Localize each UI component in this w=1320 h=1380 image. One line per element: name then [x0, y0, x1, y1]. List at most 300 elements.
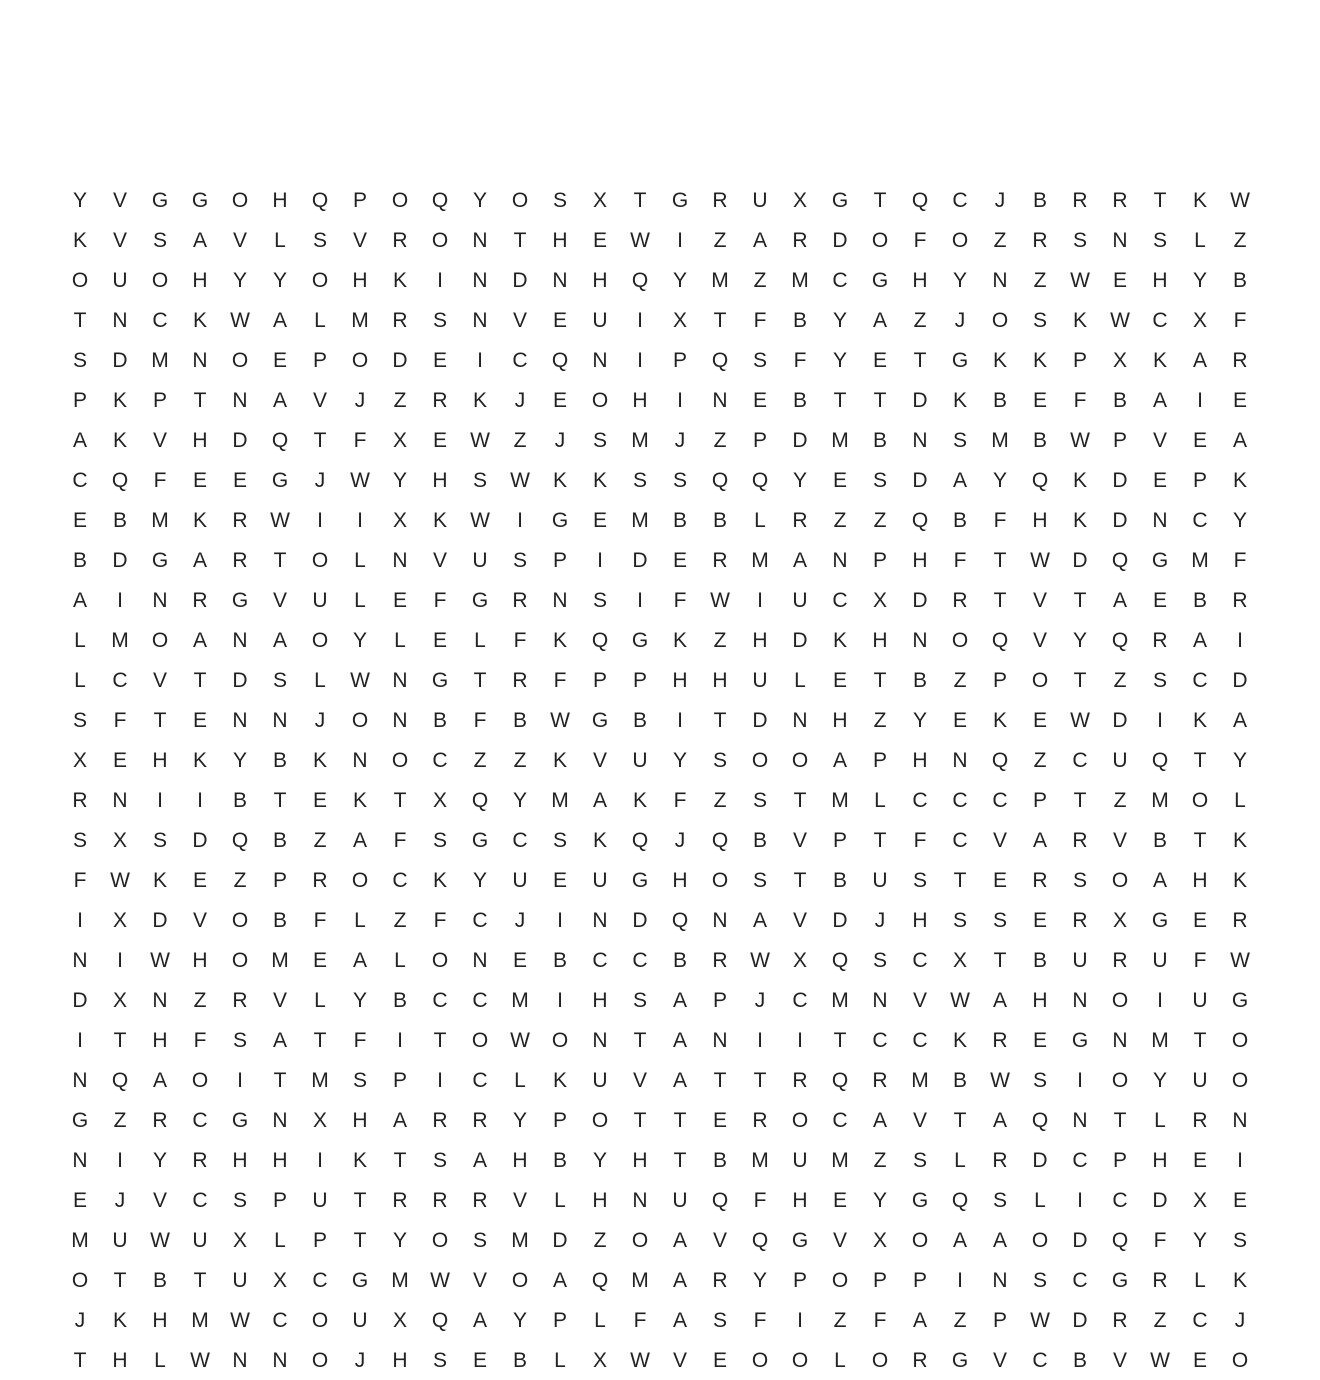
grid-letter[interactable]: P — [1112, 1148, 1127, 1172]
grid-letter[interactable]: O — [311, 628, 329, 652]
grid-letter[interactable]: C — [192, 1108, 208, 1132]
grid-letter[interactable]: L — [354, 588, 366, 612]
grid-letter[interactable]: E — [992, 868, 1007, 892]
grid-letter[interactable]: H — [912, 268, 928, 292]
grid-letter[interactable]: Q — [431, 1308, 449, 1332]
grid-letter[interactable]: Z — [953, 668, 967, 692]
grid-letter[interactable]: R — [792, 508, 808, 532]
grid-letter[interactable]: V — [152, 668, 167, 692]
grid-letter[interactable]: B — [872, 428, 887, 452]
grid-letter[interactable]: N — [232, 1348, 248, 1372]
grid-letter[interactable]: B — [512, 1348, 527, 1372]
grid-letter[interactable]: Q — [1111, 548, 1129, 572]
grid-letter[interactable]: I — [117, 1148, 123, 1172]
grid-letter[interactable]: T — [873, 668, 887, 692]
grid-letter[interactable]: T — [113, 1268, 127, 1292]
grid-letter[interactable]: N — [72, 1068, 88, 1092]
grid-letter[interactable]: U — [1112, 748, 1128, 772]
grid-letter[interactable]: A — [672, 988, 687, 1012]
grid-letter[interactable]: B — [272, 828, 287, 852]
grid-letter[interactable]: Y — [232, 748, 247, 772]
grid-letter[interactable]: M — [71, 1228, 89, 1252]
grid-letter[interactable]: A — [272, 628, 287, 652]
grid-letter[interactable]: R — [1192, 1108, 1208, 1132]
grid-letter[interactable]: C — [1192, 1308, 1208, 1332]
grid-letter[interactable]: T — [1153, 188, 1167, 212]
grid-letter[interactable]: T — [1193, 748, 1207, 772]
grid-letter[interactable]: N — [232, 708, 248, 732]
grid-letter[interactable]: R — [1232, 908, 1248, 932]
grid-letter[interactable]: O — [631, 1228, 649, 1252]
grid-letter[interactable]: C — [1072, 748, 1088, 772]
grid-letter[interactable]: K — [1072, 508, 1087, 532]
grid-letter[interactable]: C — [832, 1108, 848, 1132]
grid-letter[interactable]: C — [1192, 508, 1208, 532]
grid-letter[interactable]: R — [152, 1108, 168, 1132]
grid-letter[interactable]: K — [1232, 828, 1247, 852]
grid-letter[interactable]: L — [394, 628, 406, 652]
grid-letter[interactable]: F — [473, 708, 487, 732]
grid-letter[interactable]: S — [72, 708, 87, 732]
grid-letter[interactable]: E — [832, 668, 847, 692]
grid-letter[interactable]: Q — [111, 468, 129, 492]
grid-letter[interactable]: A — [952, 1228, 967, 1252]
grid-letter[interactable]: S — [1072, 228, 1087, 252]
grid-letter[interactable]: D — [632, 548, 648, 572]
grid-letter[interactable]: A — [392, 1108, 407, 1132]
grid-letter[interactable]: E — [512, 948, 527, 972]
grid-letter[interactable]: B — [112, 508, 127, 532]
grid-letter[interactable]: V — [712, 1228, 727, 1252]
grid-letter[interactable]: N — [912, 428, 928, 452]
grid-letter[interactable]: F — [753, 1308, 767, 1332]
grid-letter[interactable]: W — [550, 708, 570, 732]
grid-letter[interactable]: Z — [713, 428, 727, 452]
grid-letter[interactable]: B — [1152, 828, 1167, 852]
grid-letter[interactable]: B — [1112, 388, 1127, 412]
grid-letter[interactable]: I — [77, 908, 83, 932]
grid-letter[interactable]: O — [311, 548, 329, 572]
grid-letter[interactable]: R — [712, 1268, 728, 1292]
grid-letter[interactable]: X — [952, 948, 967, 972]
grid-letter[interactable]: D — [152, 908, 168, 932]
grid-letter[interactable]: W — [750, 948, 770, 972]
grid-letter[interactable]: E — [752, 388, 767, 412]
grid-letter[interactable]: A — [192, 628, 207, 652]
grid-letter[interactable]: J — [674, 428, 686, 452]
grid-letter[interactable]: V — [592, 748, 607, 772]
grid-letter[interactable]: U — [1192, 1068, 1208, 1092]
grid-letter[interactable]: Z — [393, 908, 407, 932]
grid-letter[interactable]: A — [1192, 628, 1207, 652]
grid-letter[interactable]: S — [1232, 1228, 1247, 1252]
grid-letter[interactable]: F — [73, 868, 87, 892]
grid-letter[interactable]: H — [192, 268, 208, 292]
grid-letter[interactable]: L — [554, 1348, 566, 1372]
grid-letter[interactable]: T — [673, 1108, 687, 1132]
grid-letter[interactable]: A — [832, 748, 847, 772]
grid-letter[interactable]: B — [72, 548, 87, 572]
grid-letter[interactable]: M — [751, 1148, 769, 1172]
grid-letter[interactable]: W — [1230, 188, 1250, 212]
grid-letter[interactable]: W — [470, 428, 490, 452]
grid-letter[interactable]: S — [432, 1148, 447, 1172]
grid-letter[interactable]: Z — [913, 308, 927, 332]
grid-letter[interactable]: E — [1192, 1148, 1207, 1172]
grid-letter[interactable]: E — [1112, 268, 1127, 292]
grid-letter[interactable]: X — [392, 508, 407, 532]
grid-letter[interactable]: D — [792, 428, 808, 452]
grid-letter[interactable]: Q — [751, 1228, 769, 1252]
grid-letter[interactable]: W — [510, 1028, 530, 1052]
grid-letter[interactable]: Y — [512, 1308, 527, 1332]
grid-letter[interactable]: C — [1072, 1148, 1088, 1172]
grid-letter[interactable]: K — [352, 1148, 367, 1172]
grid-letter[interactable]: Z — [593, 1228, 607, 1252]
grid-letter[interactable]: W — [1030, 1308, 1050, 1332]
grid-letter[interactable]: G — [1151, 548, 1169, 572]
grid-letter[interactable]: R — [872, 1068, 888, 1092]
grid-letter[interactable]: D — [632, 908, 648, 932]
grid-letter[interactable]: H — [1152, 1148, 1168, 1172]
grid-letter[interactable]: T — [793, 788, 807, 812]
grid-letter[interactable]: E — [432, 348, 447, 372]
grid-letter[interactable]: F — [553, 668, 567, 692]
grid-letter[interactable]: M — [271, 948, 289, 972]
grid-letter[interactable]: R — [1072, 908, 1088, 932]
grid-letter[interactable]: F — [913, 228, 927, 252]
grid-letter[interactable]: M — [191, 1308, 209, 1332]
grid-letter[interactable]: K — [1072, 308, 1087, 332]
grid-letter[interactable]: G — [231, 588, 249, 612]
grid-letter[interactable]: D — [112, 548, 128, 572]
grid-letter[interactable]: T — [1193, 828, 1207, 852]
grid-letter[interactable]: L — [314, 308, 326, 332]
grid-letter[interactable]: Y — [72, 188, 87, 212]
grid-letter[interactable]: A — [952, 468, 967, 492]
grid-letter[interactable]: F — [1193, 948, 1207, 972]
grid-letter[interactable]: V — [112, 188, 127, 212]
grid-letter[interactable]: C — [912, 948, 928, 972]
grid-letter[interactable]: S — [72, 348, 87, 372]
grid-letter[interactable]: D — [1112, 468, 1128, 492]
grid-letter[interactable]: L — [1034, 1188, 1046, 1212]
grid-letter[interactable]: F — [793, 348, 807, 372]
grid-letter[interactable]: T — [993, 548, 1007, 572]
grid-letter[interactable]: I — [1237, 628, 1243, 652]
grid-letter[interactable]: H — [752, 628, 768, 652]
grid-letter[interactable]: H — [232, 1148, 248, 1172]
grid-letter[interactable]: S — [992, 1188, 1007, 1212]
grid-letter[interactable]: F — [393, 828, 407, 852]
grid-letter[interactable]: H — [352, 1108, 368, 1132]
grid-letter[interactable]: P — [72, 388, 87, 412]
grid-letter[interactable]: Z — [393, 388, 407, 412]
grid-letter[interactable]: E — [1232, 388, 1247, 412]
grid-letter[interactable]: L — [274, 228, 286, 252]
grid-letter[interactable]: B — [512, 708, 527, 732]
grid-letter[interactable]: P — [872, 548, 887, 572]
grid-letter[interactable]: A — [592, 788, 607, 812]
grid-letter[interactable]: Y — [672, 268, 687, 292]
grid-letter[interactable]: Y — [952, 268, 967, 292]
grid-letter[interactable]: U — [232, 1268, 248, 1292]
grid-letter[interactable]: S — [152, 828, 167, 852]
grid-letter[interactable]: H — [592, 268, 608, 292]
grid-letter[interactable]: K — [432, 868, 447, 892]
grid-letter[interactable]: F — [673, 588, 687, 612]
grid-letter[interactable]: P — [312, 1228, 327, 1252]
grid-letter[interactable]: S — [432, 828, 447, 852]
grid-letter[interactable]: N — [232, 388, 248, 412]
grid-letter[interactable]: X — [432, 788, 447, 812]
grid-letter[interactable]: T — [713, 1068, 727, 1092]
grid-letter[interactable]: D — [72, 988, 88, 1012]
grid-letter[interactable]: T — [393, 788, 407, 812]
grid-letter[interactable]: K — [552, 748, 567, 772]
grid-letter[interactable]: B — [1032, 948, 1047, 972]
grid-letter[interactable]: E — [472, 1348, 487, 1372]
grid-letter[interactable]: Y — [592, 1148, 607, 1172]
grid-letter[interactable]: R — [1032, 228, 1048, 252]
grid-letter[interactable]: X — [1112, 908, 1127, 932]
grid-letter[interactable]: I — [677, 708, 683, 732]
grid-letter[interactable]: E — [952, 708, 967, 732]
grid-letter[interactable]: R — [232, 508, 248, 532]
grid-letter[interactable]: M — [911, 1068, 929, 1092]
grid-letter[interactable]: T — [873, 828, 887, 852]
grid-letter[interactable]: T — [993, 588, 1007, 612]
grid-letter[interactable]: O — [431, 1228, 449, 1252]
grid-letter[interactable]: L — [354, 548, 366, 572]
grid-letter[interactable]: O — [231, 188, 249, 212]
grid-letter[interactable]: E — [192, 468, 207, 492]
grid-letter[interactable]: T — [313, 428, 327, 452]
grid-letter[interactable]: S — [712, 748, 727, 772]
grid-letter[interactable]: N — [472, 228, 488, 252]
grid-letter[interactable]: Z — [713, 628, 727, 652]
grid-letter[interactable]: Q — [591, 1268, 609, 1292]
grid-letter[interactable]: V — [112, 228, 127, 252]
grid-letter[interactable]: N — [632, 1188, 648, 1212]
grid-letter[interactable]: O — [1231, 1068, 1249, 1092]
grid-letter[interactable]: V — [832, 1228, 847, 1252]
grid-letter[interactable]: O — [991, 308, 1009, 332]
grid-letter[interactable]: I — [237, 1068, 243, 1092]
grid-letter[interactable]: R — [232, 548, 248, 572]
grid-letter[interactable]: F — [193, 1028, 207, 1052]
grid-letter[interactable]: W — [110, 868, 130, 892]
grid-letter[interactable]: H — [1192, 868, 1208, 892]
grid-letter[interactable]: L — [74, 668, 86, 692]
grid-letter[interactable]: D — [1152, 1188, 1168, 1212]
grid-letter[interactable]: C — [792, 988, 808, 1012]
grid-letter[interactable]: N — [72, 948, 88, 972]
grid-letter[interactable]: A — [152, 1068, 167, 1092]
grid-letter[interactable]: X — [592, 1348, 607, 1372]
grid-letter[interactable]: T — [393, 1148, 407, 1172]
grid-letter[interactable]: I — [757, 1028, 763, 1052]
grid-letter[interactable]: Y — [1192, 1228, 1207, 1252]
grid-letter[interactable]: B — [952, 508, 967, 532]
grid-letter[interactable]: S — [952, 428, 967, 452]
grid-letter[interactable]: O — [511, 1268, 529, 1292]
grid-letter[interactable]: T — [913, 348, 927, 372]
grid-letter[interactable]: I — [437, 268, 443, 292]
grid-letter[interactable]: U — [592, 308, 608, 332]
grid-letter[interactable]: E — [232, 468, 247, 492]
grid-letter[interactable]: H — [592, 1188, 608, 1212]
grid-letter[interactable]: R — [392, 308, 408, 332]
grid-letter[interactable]: N — [272, 1348, 288, 1372]
grid-letter[interactable]: M — [631, 508, 649, 532]
grid-letter[interactable]: I — [557, 988, 563, 1012]
grid-letter[interactable]: Y — [512, 1108, 527, 1132]
grid-letter[interactable]: T — [833, 388, 847, 412]
grid-letter[interactable]: S — [552, 188, 567, 212]
grid-letter[interactable]: P — [272, 1188, 287, 1212]
grid-letter[interactable]: Z — [713, 228, 727, 252]
grid-letter[interactable]: B — [832, 868, 847, 892]
grid-letter[interactable]: H — [912, 548, 928, 572]
grid-letter[interactable]: A — [192, 548, 207, 572]
grid-letter[interactable]: B — [672, 508, 687, 532]
grid-letter[interactable]: N — [472, 948, 488, 972]
grid-letter[interactable]: L — [1234, 788, 1246, 812]
grid-letter[interactable]: X — [232, 1228, 247, 1252]
grid-letter[interactable]: Q — [231, 828, 249, 852]
grid-letter[interactable]: N — [472, 308, 488, 332]
grid-letter[interactable]: R — [792, 1068, 808, 1092]
grid-letter[interactable]: A — [992, 1228, 1007, 1252]
grid-letter[interactable]: M — [351, 308, 369, 332]
grid-letter[interactable]: C — [272, 1308, 288, 1332]
grid-letter[interactable]: X — [1192, 1188, 1207, 1212]
grid-letter[interactable]: A — [672, 1308, 687, 1332]
grid-letter[interactable]: P — [312, 348, 327, 372]
grid-letter[interactable]: M — [111, 628, 129, 652]
grid-letter[interactable]: B — [1032, 188, 1047, 212]
grid-letter[interactable]: S — [1032, 1268, 1047, 1292]
grid-letter[interactable]: F — [113, 708, 127, 732]
grid-letter[interactable]: V — [192, 908, 207, 932]
grid-letter[interactable]: W — [630, 228, 650, 252]
grid-letter[interactable]: G — [1111, 1268, 1129, 1292]
grid-letter[interactable]: Z — [833, 1308, 847, 1332]
grid-letter[interactable]: P — [832, 828, 847, 852]
grid-letter[interactable]: T — [73, 1348, 87, 1372]
grid-letter[interactable]: J — [874, 908, 886, 932]
grid-letter[interactable]: L — [1194, 1268, 1206, 1292]
grid-letter[interactable]: B — [272, 748, 287, 772]
grid-letter[interactable]: N — [552, 268, 568, 292]
grid-letter[interactable]: V — [152, 1188, 167, 1212]
grid-letter[interactable]: X — [1192, 308, 1207, 332]
grid-letter[interactable]: K — [632, 788, 647, 812]
grid-letter[interactable]: I — [1197, 388, 1203, 412]
grid-letter[interactable]: M — [551, 788, 569, 812]
grid-letter[interactable]: I — [517, 508, 523, 532]
grid-letter[interactable]: P — [792, 1268, 807, 1292]
grid-letter[interactable]: V — [512, 1188, 527, 1212]
grid-letter[interactable]: M — [1151, 788, 1169, 812]
grid-letter[interactable]: T — [1113, 1108, 1127, 1132]
grid-letter[interactable]: R — [712, 948, 728, 972]
grid-letter[interactable]: K — [1232, 1268, 1247, 1292]
grid-letter[interactable]: Z — [1113, 668, 1127, 692]
grid-letter[interactable]: V — [992, 1348, 1007, 1372]
grid-letter[interactable]: R — [1032, 868, 1048, 892]
grid-letter[interactable]: A — [272, 388, 287, 412]
grid-letter[interactable]: K — [432, 508, 447, 532]
grid-letter[interactable]: T — [1073, 668, 1087, 692]
grid-letter[interactable]: Z — [233, 868, 247, 892]
grid-letter[interactable]: Z — [1153, 1308, 1167, 1332]
grid-letter[interactable]: R — [1112, 1308, 1128, 1332]
grid-letter[interactable]: T — [1073, 588, 1087, 612]
grid-letter[interactable]: A — [672, 1268, 687, 1292]
grid-letter[interactable]: X — [872, 1228, 887, 1252]
grid-letter[interactable]: M — [511, 988, 529, 1012]
grid-letter[interactable]: O — [1031, 668, 1049, 692]
grid-letter[interactable]: V — [912, 988, 927, 1012]
grid-letter[interactable]: N — [1232, 1108, 1248, 1132]
grid-letter[interactable]: A — [552, 1268, 567, 1292]
grid-letter[interactable]: E — [552, 388, 567, 412]
grid-letter[interactable]: Z — [313, 828, 327, 852]
grid-letter[interactable]: Q — [431, 188, 449, 212]
grid-letter[interactable]: P — [552, 1108, 567, 1132]
grid-letter[interactable]: S — [72, 828, 87, 852]
grid-letter[interactable]: G — [911, 1188, 929, 1212]
grid-letter[interactable]: M — [631, 1268, 649, 1292]
grid-letter[interactable]: G — [831, 188, 849, 212]
grid-letter[interactable]: J — [74, 1308, 86, 1332]
grid-letter[interactable]: Q — [711, 348, 729, 372]
grid-letter[interactable]: S — [592, 428, 607, 452]
grid-letter[interactable]: O — [1231, 1028, 1249, 1052]
grid-letter[interactable]: B — [1032, 428, 1047, 452]
grid-letter[interactable]: K — [352, 788, 367, 812]
grid-letter[interactable]: P — [872, 1268, 887, 1292]
grid-letter[interactable]: Q — [951, 1188, 969, 1212]
grid-letter[interactable]: B — [272, 908, 287, 932]
grid-letter[interactable]: S — [592, 588, 607, 612]
grid-letter[interactable]: S — [152, 228, 167, 252]
grid-letter[interactable]: O — [311, 268, 329, 292]
grid-letter[interactable]: M — [631, 428, 649, 452]
grid-letter[interactable]: L — [394, 948, 406, 972]
grid-letter[interactable]: A — [1032, 828, 1047, 852]
grid-letter[interactable]: S — [472, 468, 487, 492]
grid-letter[interactable]: V — [272, 988, 287, 1012]
grid-letter[interactable]: H — [1032, 988, 1048, 1012]
grid-letter[interactable]: R — [432, 1188, 448, 1212]
grid-letter[interactable]: F — [1233, 308, 1247, 332]
grid-letter[interactable]: T — [873, 388, 887, 412]
grid-letter[interactable]: M — [511, 1228, 529, 1252]
grid-letter[interactable]: Q — [311, 188, 329, 212]
grid-letter[interactable]: A — [472, 1308, 487, 1332]
grid-letter[interactable]: Y — [992, 468, 1007, 492]
grid-letter[interactable]: X — [792, 188, 807, 212]
grid-letter[interactable]: O — [951, 628, 969, 652]
grid-letter[interactable]: A — [1152, 388, 1167, 412]
grid-letter[interactable]: C — [432, 748, 448, 772]
grid-letter[interactable]: N — [832, 548, 848, 572]
grid-letter[interactable]: C — [312, 1268, 328, 1292]
grid-letter[interactable]: H — [192, 428, 208, 452]
